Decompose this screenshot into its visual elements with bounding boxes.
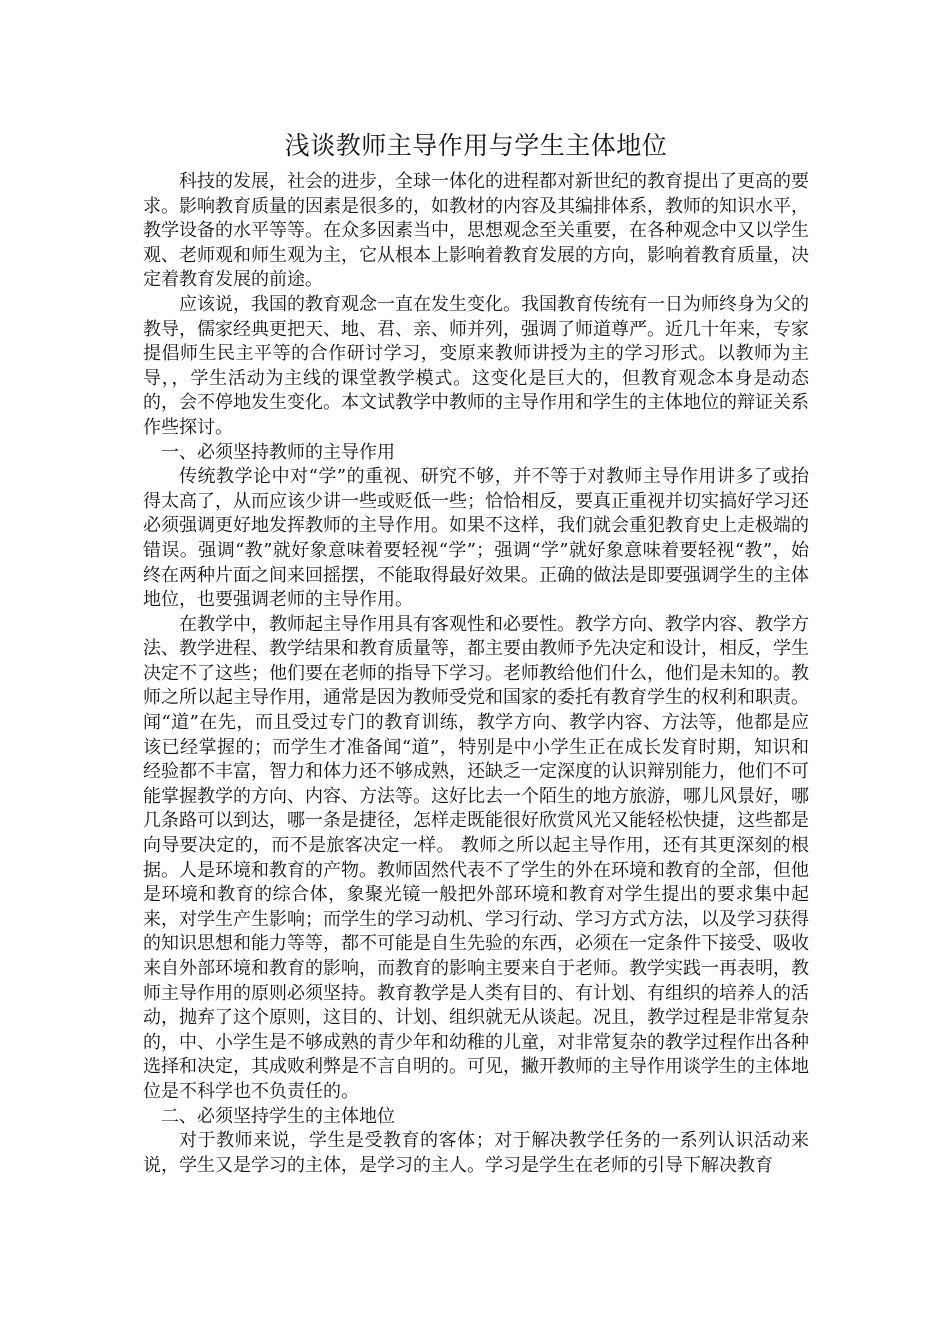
section-heading-1: 一、必须坚持教师的主导作用: [161, 441, 395, 463]
paragraph-intro: 科技的发展，社会的进步，全球一体化的进程都对新世纪的教育提出了更高的要求。影响教育质量的因素是很多的，如教材的内容及其编排体系，教师的知识水平，教学设备的水平等等。在众多因素当中，思想观念至关重要，在各种观念中又以学生观、老师观和师生观为主，它从根本上影响着教育发展的方向，影响着教育质量，决定着教育发展的前途。: [143, 171, 809, 291]
paragraph-section1-a: 传统教学论中对“学”的重视、研究不够，并不等于对教师主导作用讲多了或抬得太高了，从而应该少讲一些或贬低一些；恰恰相反，要真正重视并切实搞好学习还必须强调更好地发挥教师的主导作用。如果不这样，我们就会重犯教育史上走极端的错误。强调“教”就好象意味着要轻视“学”；强调“学”就好象意味着要轻视“教”，始终在两种片面之间来回摇摆，不能取得最好效果。正确的做法是即要强调学生的主体地位，也要强调老师的主导作用。: [143, 466, 809, 611]
section-heading-2: 二、必须坚持学生的主体地位: [161, 1105, 395, 1127]
paragraph-section2-a: 对于教师来说，学生是受教育的客体；对于解决教学任务的一系列认识活动来说，学生又是学习的主体，是学习的主人。学习是学生在老师的引导下解决教育: [143, 1130, 809, 1176]
document-title: 浅谈教师主导作用与学生主体地位: [284, 131, 668, 160]
document-page: [143, 128, 809, 1178]
paragraph-section1-b: 在教学中，教师起主导作用具有客观性和必要性。教学方向、教学内容、教学方法、教学进程、教学结果和教育质量等，都主要由教师予先决定和设计，相反，学生决定不了这些；他们要在老师的指导下学习。老师教给他们什么，他们是未知的。教师之所以起主导作用，通常是因为教师受党和国家的委托有教育学生的权利和职责。闻“道”在先，而且受过专门的教育训练，教学方向、教学内容、方法等，他都是应该已经掌握的；而学生才准备闻“道”，特别是中小学生正在成长发育时期，知识和经验都不丰富，智力和体力还不够成熟，还缺乏一定深度的认识辩别能力，他们不可能掌握教学的方向、内容、方法等。这好比去一个陌生的地方旅游，哪儿风景好，哪几条路可以到达，哪一条是捷径，怎样走既能很好欣赏风光又能轻松快捷，这些都是向导要决定的，而不是旅客决定一样。 教师之所以起主导作用，还有其更深刻的根据。人是环境和教育的产物。教师固然代表不了学生的外在环境和教育的全部，但他是环境和教育的综合体，象聚光镜一般把外部环境和教育对学生提出的要求集中起来，对学生产生影响；而学生的学习动机、学习行动、学习方式方法，以及学习获得的知识思想和能力等等，都不可能是自生先验的东西，必须在一定条件下接受、吸收来自外部环境和教育的影响，而教育的影响主要来自于老师。教学实践一再表明，教师主导作用的原则必须坚持。教育教学是人类有目的、有计划、有组织的培养人的活动，抛弃了这个原则，这目的、计划、组织就无从谈起。况且，教学过程是非常复杂的，中、小学生是不够成熟的青少年和幼稚的儿童，对非常复杂的教学过程作出各种选择和决定，其成败利弊是不言自明的。可见，撇开教师的主导作用谈学生的主体地位是不科学也不负责任的。: [143, 613, 809, 1102]
paragraph-background: 应该说，我国的教育观念一直在发生变化。我国教育传统有一日为师终身为父的教导，儒家经典更把天、地、君、亲、师并列，强调了师道尊严。近几十年来，专家提倡师生民主平等的合作研讨学习，变原来教师讲授为主的学习形式。以教师为主导，，学生活动为主线的课堂教学模式。这变化是巨大的，但教育观念本身是动态的，会不停地发生变化。本文试教学中教师的主导作用和学生的主体地位的辩证关系作些探讨。: [143, 293, 809, 438]
